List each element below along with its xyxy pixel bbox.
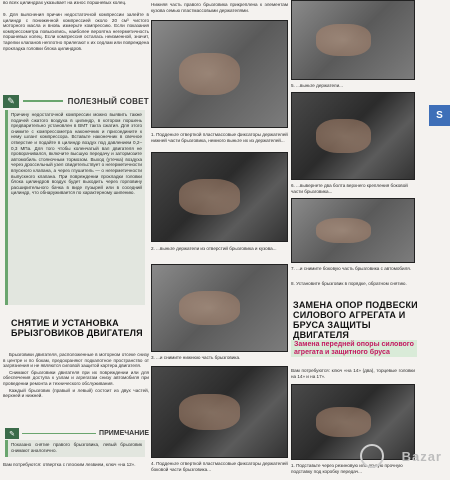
note-header (5, 428, 149, 439)
caption-step-2: 2. ...выньте держатели из отверстий брызговика и кузова... (151, 246, 277, 251)
top-line: во всех цилиндрах указывает на износ поршневых колец. (3, 0, 127, 5)
body-paragraph: Каждый брызговик (правый и левый) состоит из двух частей, верхней и нижней. (3, 387, 149, 399)
note-icon: ✎ (5, 428, 19, 439)
note-box: Показано снятие правого брызговика, левый брызговик снимают аналогично. (5, 440, 145, 457)
caption-step-1: 1. Подденьте отверткой пластмассовые фиксаторы держателей нижней части брызговика, немного выньте их из держателей... (151, 132, 288, 143)
tip-icon: ✎ (3, 95, 19, 108)
splash-guard-body (3, 352, 149, 400)
body-paragraph: Снимают брызговики двигателя при их повреждении или для обеспечения доступа к узлам и агрегатам снизу автомобиля при проведении ремонта и технического обслуживания. (3, 369, 149, 386)
caption-step-3: 3. ...и снимите нижнюю часть брызговика. (151, 355, 241, 360)
lower-guard-intro: Нижняя часть правого брызговика прикреплена к элементам кузова семью пластмассовыми держателями. (151, 2, 288, 13)
watermark-logo-icon (360, 444, 384, 468)
chapter-tab: S (429, 105, 450, 126)
tip-divider (23, 100, 63, 102)
photo-step-1 (151, 20, 288, 128)
tip-box: Причину недостаточной компрессии можно выявить также подачей сжатого воздуха в цилиндр, в котором поршень предварительно установлен в ВМТ такта сжатия. Для этого снимите с компрессометра наконечник и присоедините к нему шланг компрессора. Вставьте наконечник в свечное отверстие и подайте в цилиндр воздух под давлением 0,2–0,3 МПа. Для того чтобы коленчатый вал двигателя не проворачивался, включите высшую передачу и затормозите автомобиль стояночным тормозом. Выход (утечка) воздуха через дроссельный узел свидетельствует о негерметичности впускного клапана, а через глушитель — о негерметичности выпускного клапана. При повреждении прокладки головки блока цилиндров воздух будет выходить через горловину расширительного бачка в виде пузырей или в соседний цилиндр, что обнаруживается по характерному шипению. (5, 110, 145, 305)
photo-step-5 (291, 0, 415, 80)
photo-step-2 (151, 152, 288, 242)
tools-needed-mounts: Вам потребуются: ключ «на 14» (два), торцевые головки на 14» и на 17». (291, 368, 415, 379)
note-title: ПРИМЕЧАНИЕ (99, 430, 149, 437)
section-title-splash-guards: СНЯТИЕ И УСТАНОВКА БРЫЗГОВИКОВ ДВИГАТЕЛЯ (11, 318, 143, 338)
subsection-title-front-mount: Замена передней опоры силового агрегата и защитного бруса (291, 340, 417, 357)
caption-step-7: 7. ...и снимите боковую часть брызговика с автомобиля. (291, 266, 412, 271)
caption-step-4: 4. Подденьте отверткой пластмассовые фиксаторы держателей боковой части брызговика... (151, 461, 288, 472)
photo-step-6 (291, 92, 415, 180)
tip-title: ПОЛЕЗНЫЙ СОВЕТ (67, 96, 149, 106)
caption-mount-step-1: 1. Подставьте через резиновую или другую прочную подставку под коробку передач... (291, 463, 403, 474)
photo-step-3 (151, 264, 288, 352)
caption-step-8: 8. Установите брызговик в порядке, обратном снятию. (291, 281, 407, 286)
tools-needed: Вам потребуются: отвертка с плоским лезвием, ключ «на 12». (3, 462, 136, 467)
section-title-engine-mounts: ЗАМЕНА ОПОР ПОДВЕСКИ СИЛОВОГО АГРЕГАТА И БРУСА ЗАЩИТЫ ДВИГАТЕЛЯ (293, 300, 418, 340)
caption-step-5: 5. ...выньте держатели... (291, 83, 343, 88)
photo-step-4 (151, 366, 288, 458)
watermark-text: Bazar (401, 449, 442, 464)
caption-step-6: 6. ...вывернете два болта верхнего крепления боковой части брызговика... (291, 183, 408, 194)
photo-mount-step-1 (291, 384, 415, 460)
intro-paragraph: 9. Для выяснения причин недостаточной компрессии залейте в цилиндр с пониженной компрессией около 20 см³ чистого моторного масла и вновь измерьте компрессию. Если показания компрессометра повысились, наиболее вероятна негерметичность поршневых колец. Если компрессия осталась неизменной, значит, тарелки клапанов неплотно прилегают к их седлам или повреждена прокладка головки блока цилиндров. (3, 12, 149, 51)
useful-tip-header (3, 94, 149, 108)
body-paragraph: Брызговики двигателя, расположенные в моторном отсеке снизу в центре и по бокам, предохраняют подкапотное пространство от загрязнения и не являются силовой защитой картера двигателя. (3, 352, 149, 369)
photo-step-7 (291, 198, 415, 263)
note-divider (22, 433, 96, 435)
